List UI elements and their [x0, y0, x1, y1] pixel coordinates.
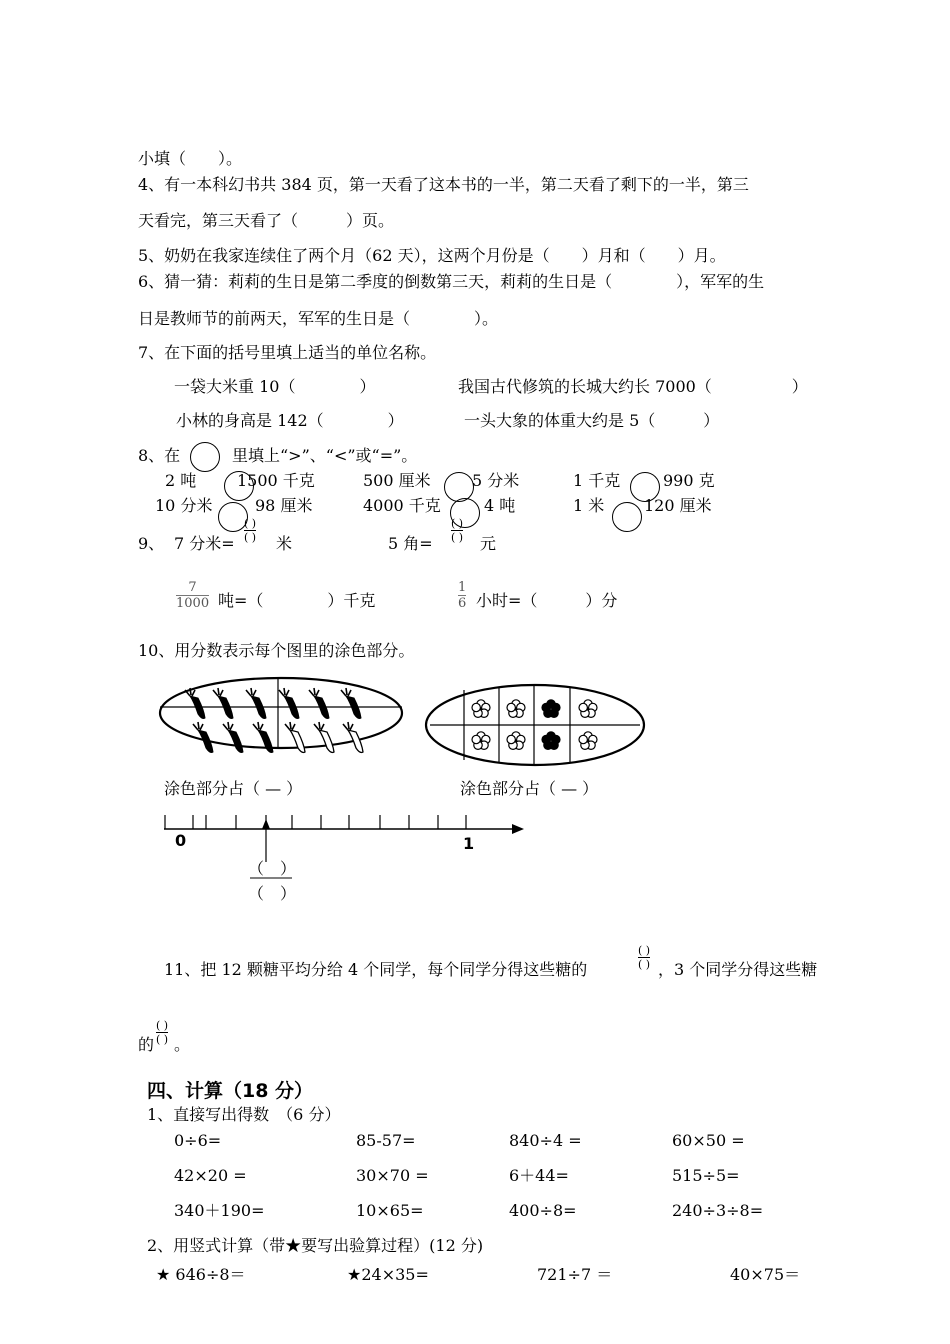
fraction-numerator: 7: [188, 580, 197, 595]
question-8-instruction: 里填上“>”、“<”或“=”。: [232, 446, 418, 465]
question-6-line1: 6、猜一猜：莉莉的生日是第二季度的倒数第三天，莉莉的生日是（ ），军军的生: [138, 272, 765, 291]
question-10: 10、用分数表示每个图里的涂色部分。: [138, 641, 415, 660]
compare-left: 10 分米: [155, 496, 213, 515]
compare-right: 5 分米: [472, 471, 520, 490]
compare-left: 2 吨: [165, 471, 197, 490]
fraction-denominator: ( ): [156, 1033, 169, 1046]
question-11-line2: 的: [138, 1035, 155, 1054]
number-line-answer-top[interactable]: （ ）: [248, 859, 297, 878]
vertical-calc-item: ★ 646÷8＝: [156, 1265, 246, 1284]
fraction-denominator: 1000: [176, 596, 210, 611]
question-11-line1-end: ，3 个同学分得这些糖: [658, 960, 818, 979]
compare-left: 1 米: [573, 496, 605, 515]
flower-ellipse: [426, 685, 644, 765]
question-7-item2: 我国古代修筑的长城大约长 7000（ ）: [458, 377, 808, 396]
number-line-answer-bottom[interactable]: （ ）: [248, 884, 297, 903]
fraction-blank[interactable]: [638, 945, 650, 970]
question-9-label: 9、: [138, 534, 165, 553]
question-7-item1: 一袋大米重 10（ ）: [174, 377, 376, 396]
compare-right: 4 吨: [484, 496, 516, 515]
question-7-item3: 小林的身高是 142（ ）: [176, 411, 404, 430]
fraction-numerator: 1: [458, 580, 467, 595]
conversion-2-left: 5 角=: [388, 534, 433, 553]
conversion-1-unit: 米: [276, 534, 293, 553]
subsection-1: 1、直接写出得数 （6 分）: [147, 1105, 341, 1124]
carrot-ellipse: [160, 678, 402, 753]
fraction-numerator: ( ): [244, 517, 257, 530]
conversion-4: 小时=（ ）分: [476, 591, 618, 610]
vertical-calc-item: 40×75＝: [730, 1265, 801, 1284]
question-6-line2: 日是教师节的前两天，军军的生日是（ ）。: [138, 309, 499, 328]
section-4-heading: 四、计算（18 分）: [147, 1080, 314, 1102]
vertical-calc-item: ★24×35=: [347, 1265, 429, 1284]
compare-left: 1 千克: [573, 471, 621, 490]
calc-item: 515÷5=: [672, 1166, 740, 1185]
compare-right: 1500 千克: [237, 471, 315, 490]
subsection-2: 2、用竖式计算（带★要写出验算过程）(12 分): [147, 1236, 484, 1255]
calc-item: 6＋44=: [509, 1166, 569, 1185]
conversion-3: 吨=（ ）千克: [218, 591, 376, 610]
question-7-item4: 一头大象的体重大约是 5（ ）: [464, 411, 720, 430]
number-line-zero: 0: [175, 831, 187, 850]
conversion-1-left: 7 分米=: [174, 534, 235, 553]
question-4-line2: 天看完，第三天看了（ ）页。: [138, 211, 395, 230]
fraction-numerator: ( ): [638, 944, 651, 957]
conversion-2-unit: 元: [480, 534, 497, 553]
number-line-one: 1: [463, 834, 475, 853]
question-11-line1: 11、把 12 颗糖平均分给 4 个同学，每个同学分得这些糖的: [164, 960, 588, 979]
fraction-denominator: ( ): [451, 531, 464, 544]
calc-item: 340＋190=: [174, 1201, 265, 1220]
figure-1-caption: 涂色部分占（ — ）: [164, 779, 303, 798]
calc-item: 30×70 =: [356, 1166, 429, 1185]
fraction-numerator: ( ): [451, 517, 464, 530]
compare-right: 98 厘米: [255, 496, 313, 515]
fraction-denominator: 6: [458, 596, 467, 611]
calc-item: 85-57=: [356, 1131, 416, 1150]
compare-right: 990 克: [663, 471, 715, 490]
calc-item: 400÷8=: [509, 1201, 577, 1220]
question-8-prefix: 8、在: [138, 446, 181, 465]
calc-item: 42×20 =: [174, 1166, 247, 1185]
fraction-denominator: ( ): [638, 958, 651, 971]
calc-item: 840÷4 =: [509, 1131, 582, 1150]
question-11-line2-end: 。: [174, 1035, 191, 1054]
fraction-numerator: ( ): [156, 1019, 169, 1032]
calc-item: 0÷6=: [174, 1131, 222, 1150]
calc-item: 240÷3÷8=: [672, 1201, 764, 1220]
vertical-calc-item: 721÷7 ＝: [537, 1265, 613, 1284]
calc-item: 10×65=: [356, 1201, 424, 1220]
line-continuation: 小填（ ）。: [138, 149, 243, 168]
compare-right: 120 厘米: [644, 496, 712, 515]
question-5: 5、奶奶在我家连续住了两个月（62 天），这两个月份是（ ）月和（ ）月。: [138, 246, 726, 265]
figure-2-caption: 涂色部分占（ — ）: [460, 779, 599, 798]
calc-item: 60×50 =: [672, 1131, 745, 1150]
question-4-line1: 4、有一本科幻书共 384 页，第一天看了这本书的一半，第二天看了剩下的一半，第三: [138, 175, 749, 194]
fraction-blank[interactable]: [156, 1020, 168, 1045]
compare-left: 500 厘米: [363, 471, 431, 490]
compare-left: 4000 千克: [363, 496, 441, 515]
question-7: 7、在下面的括号里填上适当的单位名称。: [138, 343, 437, 362]
fraction-denominator: ( ): [244, 531, 257, 544]
